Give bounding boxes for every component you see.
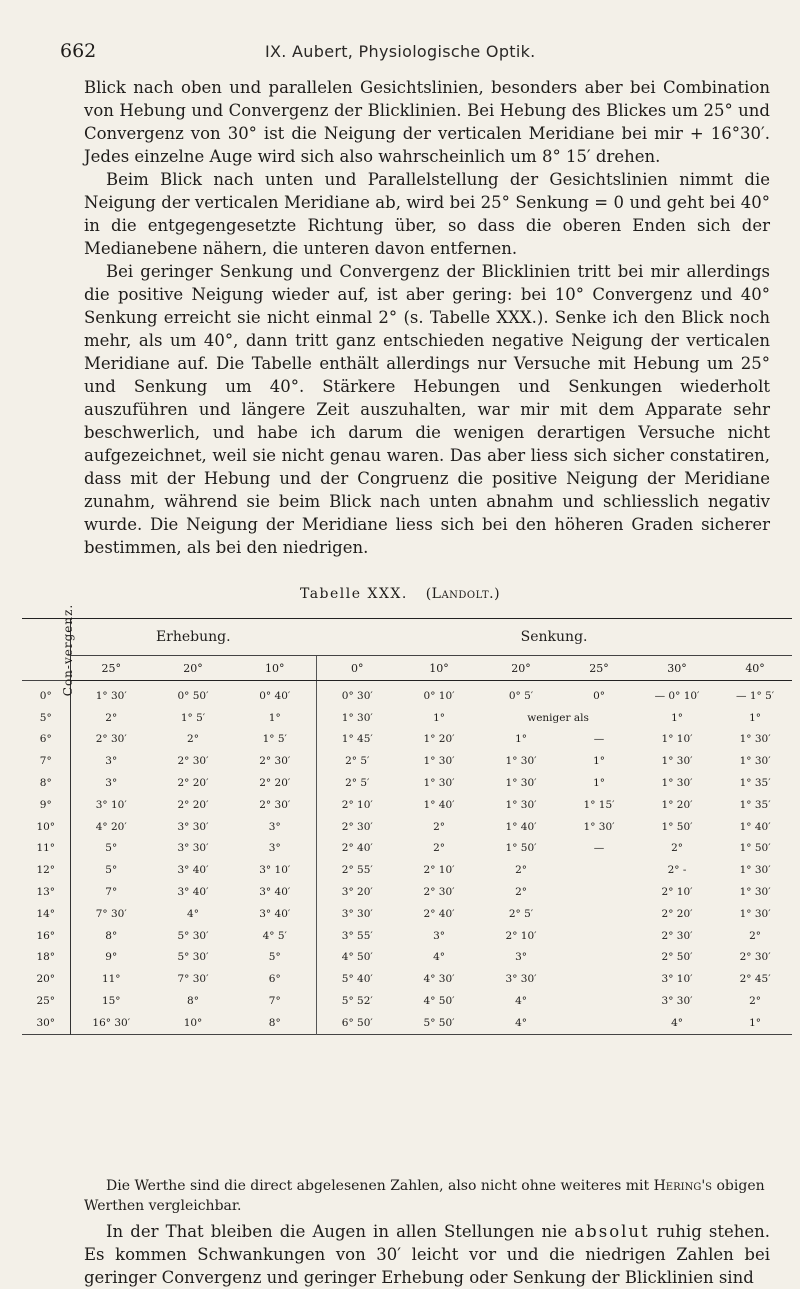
table-cell: 1° 30′ [661,755,693,768]
row-convergence: 18° [22,947,70,969]
table-cell: 2° 5′ [508,907,534,920]
row-convergence: 13° [22,881,70,903]
table-cell: 3° 10′ [259,864,291,877]
table-row [22,681,792,707]
table-cell: 3° 10′ [95,798,127,811]
table-cell: 3° [268,820,281,833]
table-cell: 7° 30′ [177,973,209,986]
table-cell: 6° 50′ [316,1012,398,1034]
table-cell [562,859,636,881]
table-cell: 2° [187,733,199,746]
convergence-header: Con-vergenz. [22,619,70,681]
table-cell: 3° 55′ [316,925,398,947]
table-cell: 1° 30′ [505,777,537,790]
paragraph-2: Beim Blick nach unten und Parallelstellung der Gesichtslinien nimmt die Neigung der verticalen Meridiane ab, wird bei 25° Senkung = 0 und geht bei 40° in die entgegengesetzte Richtung über, so dass die oberen Enden sich der Medianebene nähern, die unteren davon entfernen. [84,170,770,258]
column-header: 20° [480,656,562,681]
table-cell: 11° [101,973,121,986]
table-cell: 4° [671,1016,683,1029]
page-number: 662 [60,40,97,62]
table-cell: 5° 52′ [316,990,398,1012]
table-cell: 15° [101,995,121,1008]
table-cell: 1° 40′ [505,820,537,833]
table-cell: 1° [268,711,281,724]
table-row [22,881,792,903]
table-cell: 2° 30′ [739,951,771,964]
table-cell: 2° 40′ [316,838,398,860]
table-cell: 3° [105,755,118,768]
column-header: 10° [234,656,316,681]
row-convergence: 9° [22,794,70,816]
table-cell: 2° [433,820,445,833]
row-convergence: 16° [22,925,70,947]
column-header: 0° [316,656,398,681]
table-cell: 4° [515,995,527,1008]
table-cell: 3° 30′ [661,995,693,1008]
table-cell: 8° [187,995,199,1008]
table-cell: 1° [593,777,605,790]
row-convergence: 0° [22,681,70,707]
table-cell: 2° 10′ [505,929,537,942]
table-cell: 1° 50′ [661,820,693,833]
table-cell: 3° 40′ [259,907,291,920]
note-name: Hering's [653,1178,713,1194]
table-cell: 0° 40′ [259,689,291,702]
table-cell: 3° [105,777,118,790]
column-header: 40° [718,656,792,681]
table-cell: 1° 45′ [316,729,398,751]
table-cell [562,881,636,903]
table-cell: 8° [268,1016,281,1029]
row-convergence: 5° [22,707,70,729]
table-title [0,586,800,602]
table-cell: 3° 40′ [259,886,291,899]
table-row [22,903,792,925]
table-cell: 3° 30′ [316,903,398,925]
column-header: 20° [152,656,234,681]
row-convergence: 6° [22,729,70,751]
table-cell [562,1012,636,1034]
table-row [22,968,792,990]
table-cell: 2° 30′ [177,755,209,768]
table-cell: 7° [105,886,118,899]
table-bottom-rule [22,1034,792,1035]
final-rest: ruhig stehen. Es kommen Schwankungen von 30′ leicht vor und die niedrigen Zahlen bei geringer Convergenz und geringer Erhebung oder Senkung der Blicklinien sind [84,1222,771,1287]
table-cell: 10° [183,1016,203,1029]
table-cell: 1° 20′ [661,798,693,811]
table-cell: 2° [433,842,445,855]
row-convergence: 30° [22,1012,70,1034]
table-cell: 1° 35′ [739,798,771,811]
table-cell: 5° 30′ [177,929,209,942]
table-cell: 2° 45′ [739,973,771,986]
column-header: 10° [398,656,480,681]
table-cell: 4° [433,951,445,964]
table-cell: 2° 40′ [423,907,455,920]
table-cell: 3° 10′ [661,973,693,986]
paragraph-1: Blick nach oben und parallelen Gesichtslinien, besonders aber bei Combination von Hebung und Convergenz der Blicklinien. Bei Hebung des Blickes um 25° und Convergenz von 30° ist die Neigung der verticalen Meridiane bei mir + 16°30′. Jedes einzelne Auge wird sich also wahrscheinlich um 8° 15′ drehen. [84,78,770,166]
table-cell: 2° 20′ [661,907,693,920]
table-cell: 1° [671,711,683,724]
table-cell: 1° 30′ [739,755,771,768]
page-header [60,40,750,62]
table-cell: 9° [105,951,118,964]
table-source: (Landolt.) [425,586,501,602]
table-cell: 4° 50′ [316,947,398,969]
table-cell: 1° 40′ [423,798,455,811]
table-row [22,838,792,860]
table-row [22,729,792,751]
note-text-end: obigen Werthen vergleichbar. [84,1178,765,1214]
table-cell: 1° 40′ [739,820,771,833]
table-cell: 5° 40′ [316,968,398,990]
table-cell: 3° 30′ [177,820,209,833]
table-cell: 2° 30′ [95,733,127,746]
final-lead: In der That bleiben die Augen in allen Stellungen nie [106,1222,568,1241]
table-body [22,681,792,1035]
table-cell: 3° 40′ [177,886,209,899]
table-cell: 1° 20′ [423,733,455,746]
table-cell: 1° 10′ [661,733,693,746]
table-cell: 2° [671,842,683,855]
table-cell [562,903,636,925]
table-cell: 5° [105,864,118,877]
table-cell: 4° [187,907,199,920]
table-cell: 1° 35′ [739,777,771,790]
table-caption: Tabelle XXX. [299,586,408,602]
table-cell: 5° [268,951,281,964]
table-cell: 8° [105,929,118,942]
table-cell: 4° 30′ [423,973,455,986]
table-cell: 2° 30′ [316,816,398,838]
table-cell [562,968,636,990]
table-row [22,816,792,838]
table-cell: 4° [515,1016,527,1029]
table-row [22,859,792,881]
table-cell: 1° 30′ [95,689,127,702]
table-cell: 1° 30′ [505,755,537,768]
table-cell: 3° 20′ [316,881,398,903]
note-text: Die Werthe sind die direct abgelesenen Zahlen, also nicht ohne weiteres mit [106,1178,650,1194]
table-cell: 1° 30′ [583,820,615,833]
table-cell: 1° [593,755,605,768]
row-convergence: 25° [22,990,70,1012]
table-cell: 16° 30′ [92,1016,131,1029]
row-convergence: 8° [22,772,70,794]
column-header: 25° [562,656,636,681]
table-cell: 2° - [667,864,687,877]
table-cell: 0° 5′ [508,689,534,702]
final-paragraph [84,1220,770,1289]
table-cell: 2° 10′ [316,794,398,816]
table-cell-span: weniger als [527,711,589,724]
table-cell: 6° [268,973,281,986]
table-cell: 2° 10′ [423,864,455,877]
table-cell: 2° [749,995,762,1008]
table-row [22,794,792,816]
table-cell: 1° 30′ [423,755,455,768]
table-cell: 2° 30′ [259,755,291,768]
table-cell: 3° 40′ [177,864,209,877]
table-cell: 1° [433,711,445,724]
group-header-senkung: Senkung. [316,619,792,656]
data-table [22,603,792,1035]
table-cell: 3° [515,951,527,964]
table-cell: 2° [105,711,118,724]
table-cell: 1° 5′ [262,733,287,746]
table-cell: 0° 50′ [177,689,209,702]
row-convergence: 11° [22,838,70,860]
table-cell: 2° 20′ [259,777,291,790]
table-cell: 3° [268,842,281,855]
table-cell: 7° 30′ [95,907,127,920]
table-cell: 1° 30′ [423,777,455,790]
column-header: 25° [70,656,152,681]
row-convergence: 20° [22,968,70,990]
table-cell [562,925,636,947]
table-cell: — 0° 10′ [654,689,700,702]
row-convergence: 14° [22,903,70,925]
table-cell: 4° 5′ [262,929,287,942]
table-cell: 1° 30′ [661,777,693,790]
table-cell: 3° [433,929,445,942]
table-cell: 2° 5′ [316,750,398,772]
table-cell: 1° [749,1016,762,1029]
table-cell: 2° 20′ [177,777,209,790]
table-cell: 5° [105,842,118,855]
table-cell: 2° [515,864,527,877]
table-row [22,925,792,947]
table-cell: 2° [515,886,527,899]
table-cell: 2° 50′ [661,951,693,964]
table-cell: 2° 5′ [316,772,398,794]
table-cell: 1° 30′ [739,733,771,746]
table-cell: 1° 30′ [739,886,771,899]
table-cell: 1° [515,733,527,746]
table-cell: 0° 30′ [316,681,398,707]
table-cell: 4° 20′ [95,820,127,833]
table-cell: 5° 30′ [177,951,209,964]
table-cell: 1° 30′ [739,907,771,920]
table-cell: 2° 30′ [423,886,455,899]
table-row [22,707,792,729]
table-cell: 0° 10′ [423,689,455,702]
table-cell [562,947,636,969]
table-cell: 7° [268,995,281,1008]
table-cell: 2° 30′ [661,929,693,942]
table-cell: 1° 15′ [583,798,615,811]
table-cell: 1° 30′ [739,864,771,877]
table-cell: 4° 50′ [423,995,455,1008]
table-cell: 1° 5′ [180,711,206,724]
body-text [84,76,770,559]
table-cell: 2° 10′ [661,886,693,899]
paragraph-3: Bei geringer Senkung und Convergenz der Blicklinien tritt bei mir allerdings die positive Neigung wieder auf, ist aber gering: bei 10° Convergenz und 40° Senkung erreicht sie nicht einmal 2° (s. Tabelle XXX.). Senke ich den Blick noch mehr, als um 40°, dann tritt ganz entschieden negative Neigung der verticalen Meridiane auf. Die Tabelle enthält allerdings nur Versuche mit Hebung um 25° und Senkung um 40°. Stärkere Hebungen und Senkungen wiederholt auszuführen und längere Zeit auszuhalten, war mir mit dem Apparate sehr beschwerlich, und habe ich darum die wenigen derartigen Versuche nicht aufgezeichnet, weil sie nicht genau waren. Das aber liess sich sicher constatiren, dass mit der Hebung und der Congruenz die positive Neigung der Meridiane zunahm, während sie beim Blick nach unten abnahm und schliesslich negativ wurde. Die Neigung der Meridiane liess sich bei den höheren Graden sicherer bestimmen, als bei den niedrigen. [84,262,770,557]
table-cell: 2° [749,929,762,942]
column-header: 30° [636,656,718,681]
table-note [84,1176,770,1216]
table-row [22,1012,792,1034]
table-cell: 3° 30′ [177,842,209,855]
table-cell: — 1° 5′ [735,689,775,702]
table-row [22,947,792,969]
row-convergence: 12° [22,859,70,881]
table-cell: 1° 30′ [316,707,398,729]
table-cell: — [593,733,605,746]
running-head: IX. Aubert, Physiologische Optik. [265,42,536,61]
final-emphasis: absolut [574,1222,650,1241]
group-header-erhebung: Erhebung. [70,619,316,656]
table-cell: 3° 30′ [505,973,537,986]
row-convergence: 10° [22,816,70,838]
table-cell: 2° 20′ [177,798,209,811]
table-cell: 1° [749,711,762,724]
table-cell: 5° 50′ [423,1016,455,1029]
table-cell: 0° [593,689,605,702]
table-cell [562,990,636,1012]
table-row [22,772,792,794]
row-convergence: 7° [22,750,70,772]
table-cell: 1° 30′ [505,798,537,811]
table-cell: 1° 50′ [739,842,771,855]
table-cell: 2° 55′ [316,859,398,881]
table-row [22,990,792,1012]
table-cell: 2° 30′ [259,798,291,811]
table-cell: 1° 50′ [505,842,537,855]
table-row [22,750,792,772]
column-header-row [22,656,792,681]
table-cell: — [593,842,605,855]
